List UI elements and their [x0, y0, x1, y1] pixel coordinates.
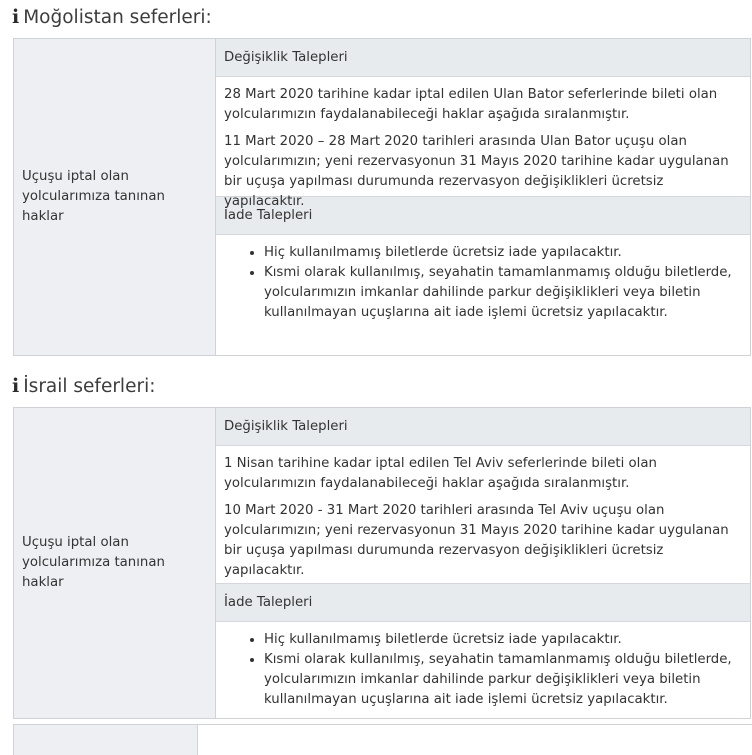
change-paragraph: 28 Mart 2020 tarihine kadar iptal edilen Ulan Bator seferlerinde bileti olan yolcularımızın faydalanabileceği haklar aşağıda sıralanmıştır. — [224, 87, 718, 122]
section-title: Moğolistan seferleri: — [23, 7, 212, 28]
refund-list — [224, 630, 742, 710]
change-requests-body — [216, 446, 750, 584]
change-paragraph: 11 Mart 2020 – 28 Mart 2020 tarihleri arasında Ulan Bator uçuşu olan yolcularımızın; yeni rezervasyonun 31 Mayıs 2020 tarihine kadar uygulanan bir uçuşa yapılması durumunda rezervasyon değişiklikleri ücretsiz yapılacaktır. — [224, 134, 729, 209]
change-paragraph: 10 Mart 2020 - 31 Mart 2020 tarihleri arasında Tel Aviv uçuşu olan yolcularımızın; yeni rezervasyonun 31 Mayıs 2020 tarihine kadar uygulanan bir uçuşa yapılması durumunda rezervasyon değişiklikleri ücretsiz yapılacaktır. — [224, 503, 729, 578]
refund-requests-body — [216, 622, 750, 718]
section-heading-israel — [12, 375, 155, 397]
change-requests-header — [216, 39, 750, 77]
rights-table-mongolia — [13, 38, 751, 356]
next-table-row-partial — [13, 724, 752, 755]
section-title: İsrail seferleri: — [23, 376, 156, 397]
rights-label: Uçuşu iptal olan yolcularımıza tanınan haklar — [22, 169, 165, 224]
info-icon: i — [12, 375, 20, 397]
list-item: • Kısmi olarak kullanılmış, seyahatin tamamlanmamış olduğu biletlerde, yolcularımızın imkanlar dahilinde parkur değişiklikleri veya biletin kullanılmayan uçuşlarına ait iade işlemi ücretsiz yapılacaktır. — [264, 650, 742, 710]
refund-requests-header — [216, 584, 750, 622]
list-item: • Kısmi olarak kullanılmış, seyahatin tamamlanmamış olduğu biletlerde, yolcularımızın imkanlar dahilinde parkur değişiklikleri veya biletin kullanılmayan uçuşlarına ait iade işlemi ücretsiz yapılacaktır. — [264, 263, 742, 323]
rights-label-cell — [14, 408, 216, 719]
change-requests-title: Değişiklik Talepleri — [224, 419, 348, 434]
change-requests-title: Değişiklik Talepleri — [224, 50, 348, 65]
rights-label: Uçuşu iptal olan yolcularımıza tanınan haklar — [22, 535, 165, 590]
list-item: • Hiç kullanılmamış biletlerde ücretsiz iade yapılacaktır. — [264, 243, 742, 263]
rights-label-cell — [14, 39, 216, 356]
change-paragraph: 1 Nisan tarihine kadar iptal edilen Tel Aviv seferlerinde bileti olan yolcularımızın faydalanabileceği haklar aşağıda sıralanmıştır. — [224, 456, 657, 491]
change-requests-body — [216, 77, 750, 209]
info-icon: i — [12, 6, 20, 28]
next-row-label-cell — [14, 725, 198, 755]
section-heading-mongolia — [12, 6, 212, 28]
rights-table-israel — [13, 407, 751, 719]
rights-detail-cell — [216, 39, 751, 356]
refund-requests-title: İade Talepleri — [224, 595, 313, 610]
refund-requests-title: İade Talepleri — [224, 208, 313, 223]
rights-detail-cell — [216, 408, 751, 719]
refund-list — [224, 243, 742, 323]
refund-requests-body — [216, 235, 750, 331]
change-requests-header — [216, 408, 750, 446]
list-item: • Hiç kullanılmamış biletlerde ücretsiz iade yapılacaktır. — [264, 630, 742, 650]
